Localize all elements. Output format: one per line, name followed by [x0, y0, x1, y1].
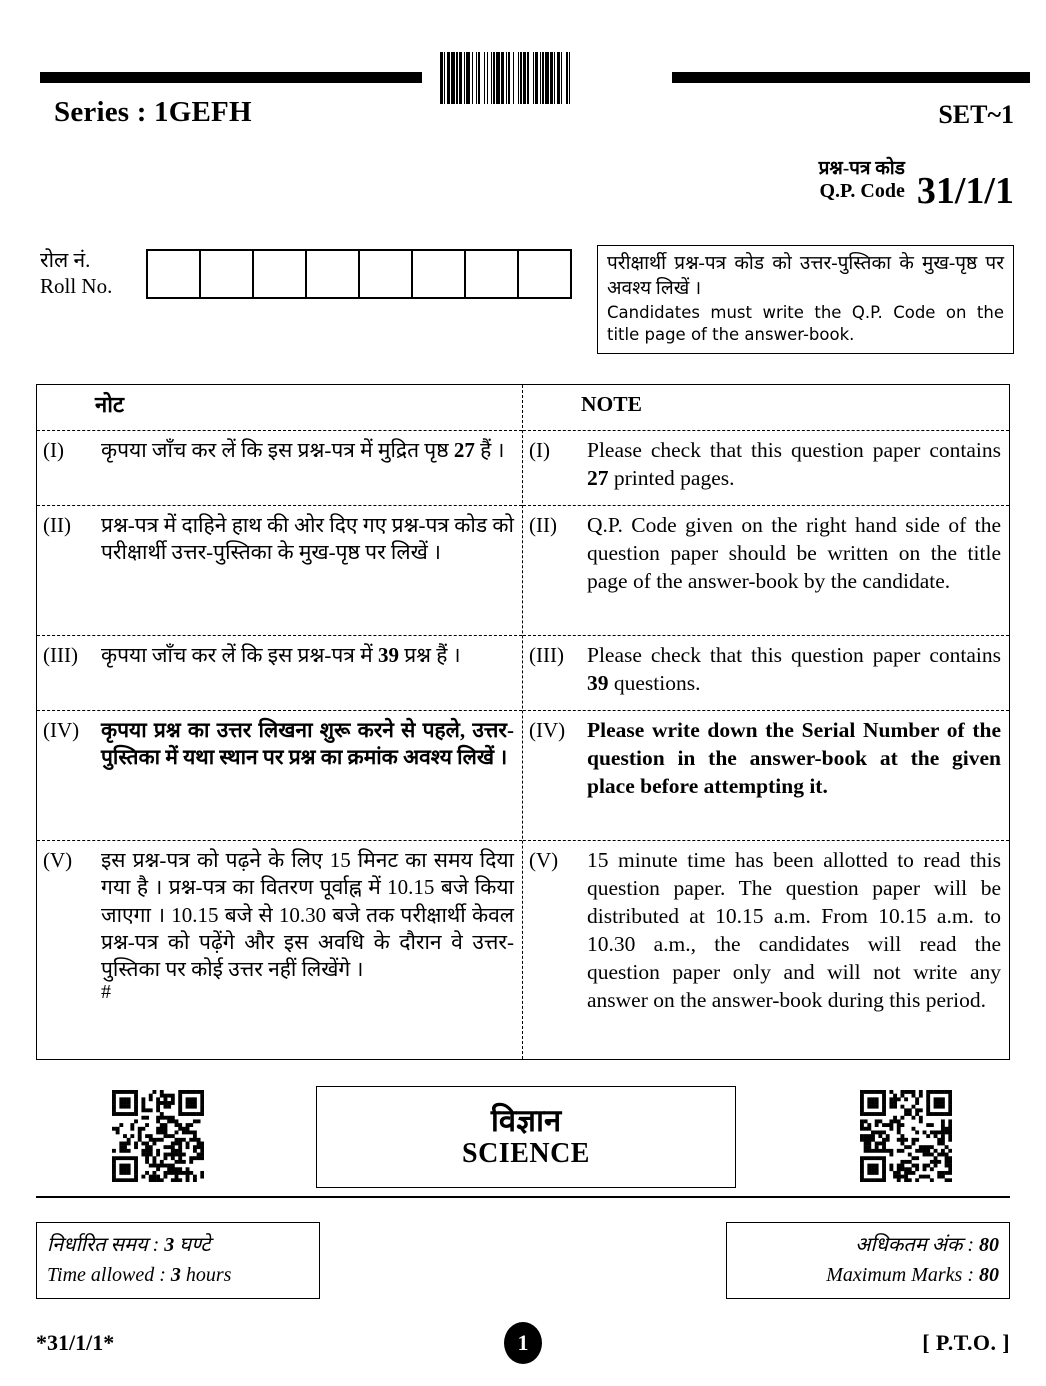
roll-number-field[interactable]: [40, 248, 572, 299]
note-row-number: (III): [43, 643, 78, 667]
roll-label-english: Roll No.: [40, 273, 113, 298]
note-row-number: (IV): [529, 718, 566, 742]
page-number-badge: 1: [504, 1322, 542, 1364]
note-table: [36, 384, 1010, 1060]
registration-bar-right: [672, 72, 1030, 83]
qp-code-label-hindi: प्रश्न-पत्र कोड: [818, 158, 905, 179]
note-row-number: [523, 391, 581, 423]
note-table-row: [523, 506, 1009, 636]
roll-number-cell[interactable]: [148, 251, 201, 297]
qp-code-labels: [819, 158, 905, 210]
note-row-text: Please check that this question paper contains 39 questions.: [587, 643, 1001, 695]
candidate-instruction-hindi: परीक्षार्थी प्रश्न-पत्र कोड को उत्तर-पुस्तिका के मुख-पृष्ठ पर अवश्य लिखें ।: [607, 253, 1004, 299]
maximum-marks-box: [726, 1222, 1010, 1299]
time-allowed-box: [36, 1222, 320, 1299]
note-table-row: [37, 506, 522, 636]
note-row-text: कृपया जाँच कर लें कि इस प्रश्न-पत्र में मुद्रित पृष्ठ 27 हैं ।: [101, 438, 505, 462]
note-table-heading: NOTE: [581, 392, 642, 416]
note-table-row: [37, 711, 522, 841]
barcode-strip: [0, 26, 1046, 82]
note-table-row: [37, 636, 522, 711]
note-row-number: (IV): [43, 718, 80, 742]
roll-number-cell[interactable]: [466, 251, 519, 297]
trailing-hash-mark: #: [101, 981, 111, 1004]
note-row-number: (III): [529, 643, 564, 667]
note-table-row: [523, 841, 1009, 1059]
roll-number-boxes[interactable]: [146, 249, 572, 299]
qp-code-block: [819, 158, 1014, 210]
qp-code-label-english: Q.P. Code: [819, 180, 905, 203]
roll-number-labels: [40, 248, 146, 299]
note-table-heading-row: [523, 385, 1009, 431]
subject-title-box: [316, 1086, 736, 1188]
footer-qp-code: *31/1/1*: [36, 1330, 115, 1355]
note-row-text: कृपया जाँच कर लें कि इस प्रश्न-पत्र में 39 प्रश्न हैं ।: [101, 643, 461, 667]
subject-title-english: SCIENCE: [462, 1138, 590, 1170]
note-table-row: [523, 711, 1009, 841]
subject-band: [0, 1086, 1046, 1190]
note-row-text: 15 minute time has been allotted to read this question paper. The question paper will be distributed at 10.15 a.m. From 10.15 a.m. to 10.30 a.m., the candidates will read the question paper only and will not write any answer on the answer-book during this period.: [587, 848, 1001, 1012]
roll-number-cell[interactable]: [307, 251, 360, 297]
note-row-number: (V): [43, 848, 73, 872]
roll-number-cell[interactable]: [360, 251, 413, 297]
maximum-marks-english: Maximum Marks : 80: [826, 1264, 999, 1286]
note-row-number: (II): [529, 513, 557, 537]
time-allowed-english: Time allowed : 3 hours: [47, 1264, 232, 1286]
note-row-number: (II): [43, 513, 71, 537]
note-row-number: [37, 391, 95, 423]
candidate-instruction-english: Candidates must write the Q.P. Code on the title page of the answer-book.: [607, 303, 1004, 345]
note-row-text: Q.P. Code given on the right hand side of the question paper should be written on the title page of the answer-book by the candidate.: [587, 513, 1001, 593]
note-column-english: [523, 385, 1009, 1059]
note-row-text: Please write down the Serial Number of the question in the answer-book at the given place before attempting it.: [587, 718, 1001, 798]
note-column-hindi: [37, 385, 523, 1059]
note-row-text: प्रश्न-पत्र में दाहिने हाथ की ओर दिए गए प्रश्न-पत्र कोड को परीक्षार्थी उत्तर-पुस्तिका के मुख-पृष्ठ पर लिखें ।: [101, 513, 514, 565]
set-label: SET~1: [938, 100, 1014, 129]
page-footer: [36, 1322, 1010, 1366]
time-allowed-hindi: निर्धारित समय : 3 घण्टे: [47, 1234, 211, 1256]
roll-number-cell[interactable]: [254, 251, 307, 297]
note-row-text: इस प्रश्न-पत्र को पढ़ने के लिए 15 मिनट का समय दिया गया है । प्रश्न-पत्र का वितरण पूर्वाह्न में 10.15 बजे किया जाएगा । 10.15 बजे से 10.30 बजे तक परीक्षार्थी केवल प्रश्न-पत्र को पढ़ेंगे और इस अवधि के दौरान वे उत्तर-पुस्तिका पर कोई उत्तर नहीं लिखेंगे । #: [101, 848, 514, 1004]
roll-number-cell[interactable]: [201, 251, 254, 297]
roll-number-cell[interactable]: [413, 251, 466, 297]
note-row-number: (I): [43, 438, 64, 462]
qr-code-icon-right: [860, 1090, 952, 1182]
series-set-row: [0, 96, 1046, 150]
note-table-heading-row: [37, 385, 522, 431]
note-table-row: [37, 841, 522, 1059]
note-table-row: [523, 431, 1009, 506]
maximum-marks-hindi: अधिकतम अंक : 80: [855, 1234, 999, 1256]
note-table-row: [37, 431, 522, 506]
qp-code-value: 31/1/1: [916, 170, 1014, 212]
note-row-number: (V): [529, 848, 559, 872]
registration-bar-left: [40, 72, 422, 83]
series-label: Series : 1GEFH: [54, 96, 252, 128]
note-row-text: Please check that this question paper contains 27 printed pages.: [587, 438, 1001, 490]
horizontal-rule: [36, 1196, 1010, 1198]
pto-label: [ P.T.O. ]: [922, 1330, 1010, 1355]
roll-label-hindi: रोल नं.: [40, 248, 91, 272]
roll-number-cell[interactable]: [519, 251, 572, 297]
note-table-row: [523, 636, 1009, 711]
note-row-number: (I): [529, 438, 550, 462]
note-row-text: कृपया प्रश्न का उत्तर लिखना शुरू करने से पहले, उत्तर-पुस्तिका में यथा स्थान पर प्रश्न का क्रमांक अवश्य लिखें ।: [101, 718, 514, 770]
note-table-heading: नोट: [95, 392, 124, 417]
candidate-instruction-box: [597, 245, 1014, 354]
subject-title-hindi: विज्ञान: [490, 1102, 562, 1138]
qr-code-icon-left: [112, 1090, 204, 1182]
